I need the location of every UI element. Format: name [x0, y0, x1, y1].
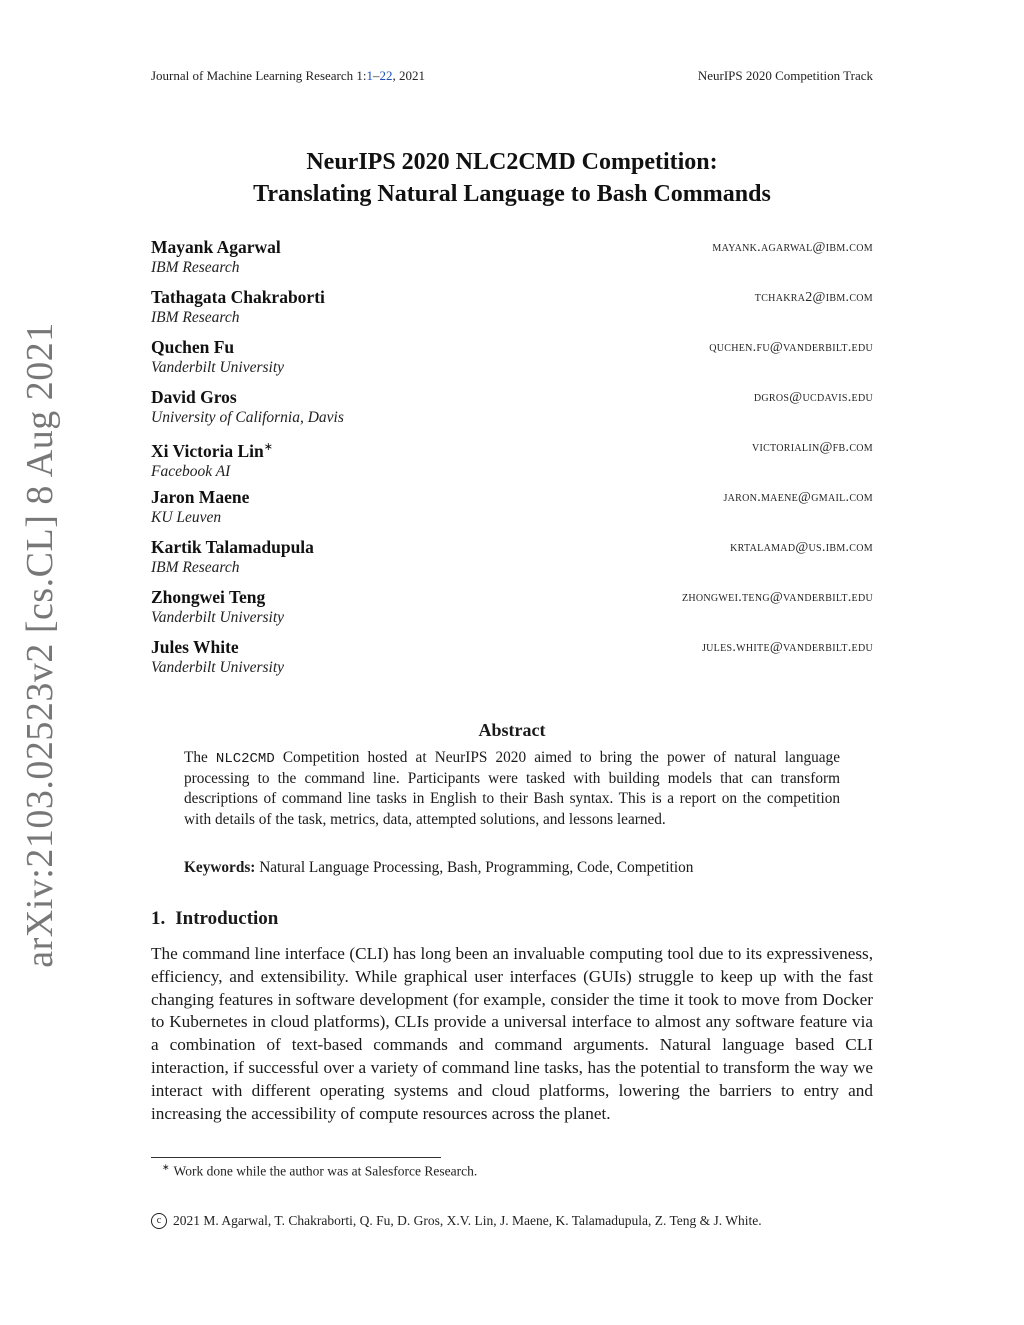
- journal-prefix: Journal of Machine Learning Research 1:: [151, 68, 367, 83]
- author-name-text: Kartik Talamadupula: [151, 537, 314, 557]
- keywords: [184, 858, 840, 878]
- author-entry: [151, 337, 873, 387]
- abstract-post: Competition hosted at NeurIPS 2020 aimed to bring the power of natural language processing to the command line. Participants were tasked with building models that can transform descriptions of command line tasks in English to their Bash syntax. This is a report on the competition with details of the task, metrics, data, attempted solutions, and lessons learned.: [184, 749, 840, 828]
- author-affiliation: Facebook AI: [151, 462, 231, 480]
- author-email[interactable]: zhongwei.teng@vanderbilt.edu: [681, 590, 873, 605]
- author-name-text: Jaron Maene: [151, 487, 250, 507]
- author-email[interactable]: jaron.maene@gmail.com: [723, 490, 873, 505]
- copyright-line: [151, 1213, 762, 1229]
- page-start-link[interactable]: 1: [366, 68, 374, 83]
- page-end-link[interactable]: 22: [379, 68, 393, 83]
- section-number: 1.: [151, 908, 166, 929]
- abstract-heading: Abstract: [478, 720, 546, 740]
- author-affiliation: IBM Research: [151, 309, 240, 326]
- author-email[interactable]: victorialin@fb.com: [751, 440, 873, 455]
- author-entry: [151, 437, 873, 487]
- author-affiliation: IBM Research: [151, 259, 240, 276]
- author-list: [151, 237, 873, 689]
- author-name-text: Tathagata Chakraborti: [151, 287, 325, 307]
- page-dash: –: [373, 68, 380, 83]
- author-name-text: Mayank Agarwal: [151, 237, 281, 257]
- author-entry: [151, 237, 873, 287]
- keywords-label: Keywords:: [184, 859, 256, 876]
- arxiv-side-stamp: arXiv:2103.02523v2 [cs.CL] 8 Aug 2021: [19, 322, 61, 968]
- author-entry: [151, 387, 873, 437]
- running-head: [151, 68, 873, 84]
- author-entry: [151, 587, 873, 637]
- abstract-pre: The: [184, 749, 216, 766]
- title-line-2: Translating Natural Language to Bash Commands: [253, 181, 771, 207]
- author-entry: [151, 487, 873, 537]
- author-affiliation: Vanderbilt University: [151, 609, 285, 626]
- author-name-text: Quchen Fu: [151, 337, 235, 357]
- author-email[interactable]: krtalamad@us.ibm.com: [730, 540, 873, 555]
- author-entry: [151, 287, 873, 337]
- author-name-text: Jules White: [151, 637, 239, 657]
- footnote-text: Work done while the author was at Salesforce Research.: [173, 1163, 478, 1179]
- footnote-rule: [151, 1157, 441, 1158]
- journal-citation: [151, 68, 425, 84]
- paper-title: [151, 146, 873, 210]
- title-line-1: NeurIPS 2020 NLC2CMD Competition:: [306, 149, 718, 175]
- author-email[interactable]: quchen.fu@vanderbilt.edu: [709, 340, 873, 355]
- section-heading: [151, 908, 278, 930]
- copyright-text: 2021 M. Agarwal, T. Chakraborti, Q. Fu, D. Gros, X.V. Lin, J. Maene, K. Talamadupula, Z. Teng & J. White.: [173, 1213, 762, 1228]
- track-label: NeurIPS 2020 Competition Track: [697, 68, 873, 83]
- footnote: [162, 1162, 477, 1180]
- author-affiliation: Vanderbilt University: [151, 359, 285, 376]
- author-affiliation: KU Leuven: [151, 509, 222, 526]
- author-footnote-mark: ∗: [263, 441, 273, 453]
- copyright-icon: c: [151, 1213, 167, 1229]
- author-name-text: Zhongwei Teng: [151, 587, 266, 607]
- author-email[interactable]: mayank.agarwal@ibm.com: [712, 240, 873, 255]
- keywords-text: Natural Language Processing, Bash, Programming, Code, Competition: [259, 859, 694, 876]
- author-email[interactable]: tchakra2@ibm.com: [754, 290, 873, 305]
- author-email[interactable]: jules.white@vanderbilt.edu: [701, 640, 873, 655]
- author-entry: [151, 537, 873, 587]
- author-affiliation: Vanderbilt University: [151, 659, 285, 676]
- journal-year: , 2021: [392, 68, 426, 83]
- author-name-text: Xi Victoria Lin: [151, 440, 264, 461]
- abstract-text: [184, 748, 840, 830]
- author-name-text: David Gros: [151, 387, 237, 407]
- section-title: Introduction: [175, 908, 279, 929]
- abstract-code: NLC2CMD: [215, 751, 275, 767]
- author-email[interactable]: dgros@ucdavis.edu: [753, 390, 873, 405]
- author-entry: [151, 637, 873, 689]
- author-affiliation: University of California, Davis: [151, 409, 344, 426]
- intro-paragraph: The command line interface (CLI) has long been an invaluable computing tool due to its expressiveness, efficiency, and extensibility. While graphical user interfaces (GUIs) struggle to keep up with the fast changing features in software development (for example, consider the time it took to move from Docker to Kubernetes in cloud platforms), CLIs provide a universal interface to almost any software feature via a combination of text-based commands and command arguments. Natural language based CLI interaction, if successful over a variety of command line tasks, has the potential to transform the way we interact with different operating systems and cloud platforms, lowering the barriers to entry and increasing the accessibility of compute resources across the planet.: [151, 944, 873, 1123]
- author-affiliation: IBM Research: [151, 559, 240, 576]
- footnote-mark: ∗: [162, 1162, 170, 1172]
